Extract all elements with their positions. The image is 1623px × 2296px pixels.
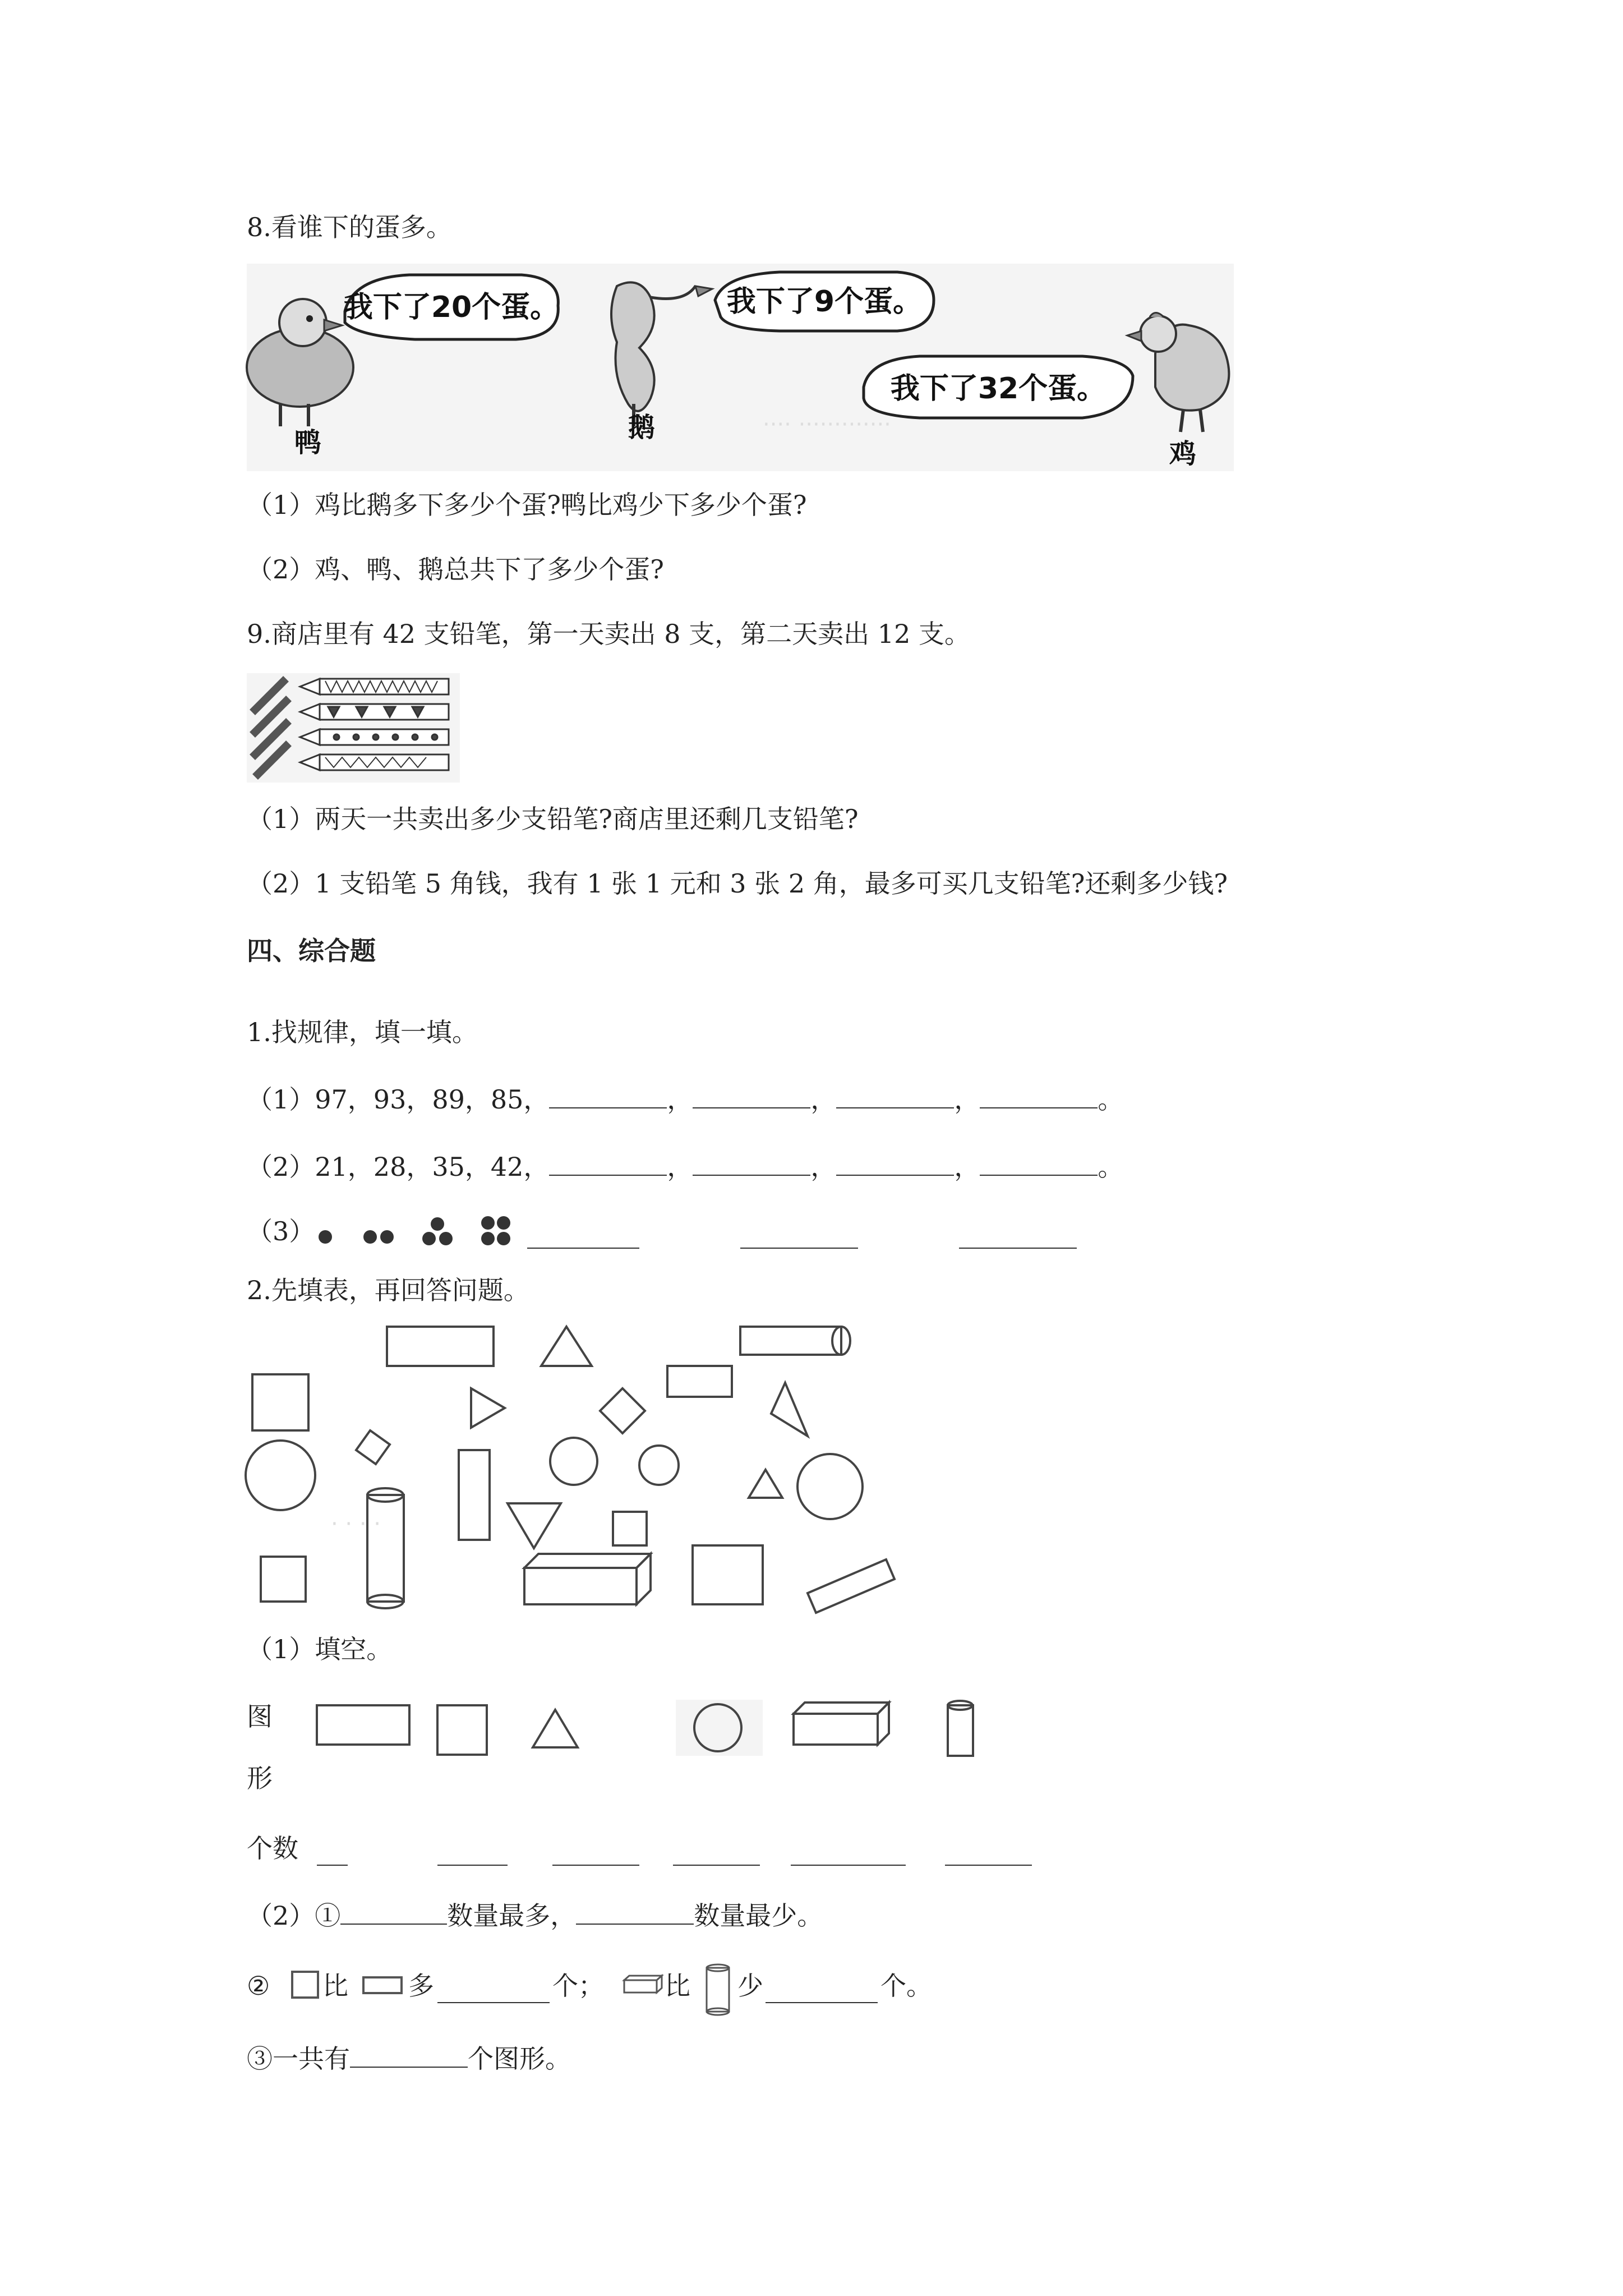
q9-sub2: （2）1 支铅笔 5 角钱，我有 1 张 1 元和 3 张 2 角，最多可买几支铅笔?还剩多少钱? (247, 868, 1228, 899)
triangle-header-icon (533, 1710, 578, 1747)
c1-row2-blank1[interactable] (549, 1150, 667, 1176)
dot-group-3-icon (422, 1217, 453, 1245)
square-shape (252, 1374, 308, 1430)
c1-row3-blank2[interactable] (740, 1223, 858, 1249)
rhombus-shape (356, 1430, 390, 1464)
rectangle-shape (808, 1559, 895, 1613)
c2-q2-c-prefix: ③一共有 (247, 2044, 350, 2074)
separator: ， (667, 1084, 693, 1115)
more-count-blank[interactable] (437, 1977, 550, 2003)
q9-sub1: （1）两天一共卖出多少支铅笔?商店里还剩几支铅笔? (247, 804, 859, 834)
rectangle-small-icon (362, 1975, 404, 1997)
separator: ， (667, 1152, 693, 1182)
circle-shape (797, 1454, 863, 1519)
c2-q2-a-prefix: （2）① (247, 1901, 341, 1931)
c2-q2-a-mid: 数量最多， (447, 1901, 577, 1931)
square-shape (693, 1545, 763, 1604)
duck-speech-bubble (344, 275, 559, 339)
c1-row2-blank4[interactable] (980, 1150, 1098, 1176)
c2-q2-b-shao: 少 (737, 1971, 763, 2001)
most-shape-blank[interactable] (340, 1899, 447, 1925)
c1-row1-prefix: （1）97，93，89，85， (247, 1084, 550, 1115)
q8-sub2: （2）鸡、鸭、鹅总共下了多少个蛋? (247, 554, 664, 585)
circle-shape (246, 1441, 315, 1510)
triangle-shape (471, 1388, 505, 1428)
count-blank-cylinder[interactable] (945, 1840, 1032, 1866)
c2-q2-c (247, 2042, 571, 2076)
least-shape-blank[interactable] (576, 1899, 694, 1925)
separator: ， (810, 1152, 837, 1182)
triangle-shape (749, 1470, 782, 1498)
cuboid-shape (524, 1554, 651, 1604)
separator: ， (810, 1084, 837, 1115)
square-small-icon (291, 1970, 320, 1999)
cuboid-header-icon (794, 1703, 889, 1745)
c1-row1-blank1[interactable] (549, 1083, 667, 1108)
c2-q2-a (247, 1899, 823, 1932)
end-mark: 。 (1098, 1152, 1124, 1182)
dot-group-4-icon (481, 1216, 510, 1245)
rectangle-shape (459, 1450, 490, 1540)
section-title: 四、综合题 (247, 936, 376, 966)
c2-title: 2.先填表，再回答问题。 (247, 1275, 529, 1305)
c1-title: 1.找规律，填一填。 (247, 1017, 478, 1047)
goose-label: 鹅 (628, 412, 656, 443)
square-shape (613, 1512, 647, 1545)
c2-q2-b-bi: 比 (322, 1971, 348, 2001)
count-blank-rectangle[interactable] (317, 1840, 348, 1866)
c2-q2-a-end: 数量最少。 (694, 1901, 823, 1931)
c2-q2-b-ge2: 个。 (880, 1971, 932, 2001)
rectangle-header-icon (317, 1705, 409, 1745)
cylinder-upright-shape (367, 1488, 404, 1608)
c2-q2-b-prefix: ② (247, 1971, 270, 2001)
c1-row3-prefix: （3） (247, 1216, 315, 1246)
c1-row1-blank4[interactable] (980, 1083, 1098, 1108)
c1-row3-blank1[interactable] (527, 1223, 639, 1249)
chicken-bubble-text: 我下了32个蛋。 (890, 372, 1106, 406)
q9-title: 9.商店里有 42 支铅笔，第一天卖出 8 支，第二天卖出 12 支。 (247, 619, 970, 649)
rectangle-shape (667, 1366, 732, 1397)
svg-text:···· ·············: ···· ············· (763, 412, 891, 438)
c1-row1 (247, 1083, 1123, 1116)
triangle-shape (541, 1327, 592, 1366)
circle-shape (550, 1438, 597, 1485)
q8-sub1: （1）鸡比鹅多下多少个蛋?鸭比鸡少下多少个蛋? (247, 490, 807, 520)
c1-row2-blank3[interactable] (836, 1150, 954, 1176)
square-header-icon (437, 1705, 487, 1755)
count-label: 个数 (247, 1833, 298, 1864)
count-blank-square[interactable] (437, 1840, 508, 1866)
triangle-shape (771, 1383, 808, 1436)
cylinder-small-icon (704, 1963, 732, 2017)
duck-label: 鸭 (294, 427, 322, 458)
fewer-count-blank[interactable] (766, 1977, 878, 2003)
c1-row2-prefix: （2）21，28，35，42， (247, 1152, 550, 1182)
duck-bubble-text: 我下了20个蛋。 (343, 291, 560, 324)
c1-row1-blank3[interactable] (836, 1083, 954, 1108)
separator: ， (954, 1152, 980, 1182)
c2-q2-b-duo: 多 (408, 1971, 434, 2001)
shapes-figure (241, 1318, 903, 1610)
table-label-1: 图 (247, 1701, 273, 1732)
c1-row2 (247, 1150, 1123, 1184)
c2-q2-b-ge1: 个； (552, 1971, 604, 2001)
goose-bubble-text: 我下了9个蛋。 (726, 285, 923, 319)
separator: ， (954, 1084, 980, 1115)
rectangle-shape (387, 1327, 494, 1366)
count-blank-cuboid[interactable] (791, 1840, 906, 1866)
cylinder-horizontal-shape (740, 1327, 850, 1355)
end-mark: 。 (1098, 1084, 1124, 1115)
cylinder-header-icon (948, 1701, 973, 1756)
dot-group-1-icon (319, 1230, 332, 1244)
q8-title: 8.看谁下的蛋多。 (247, 212, 452, 242)
circle-header-icon (676, 1700, 763, 1756)
total-count-blank[interactable] (350, 2042, 468, 2068)
square-shape (261, 1557, 306, 1602)
shape-header-row (314, 1694, 987, 1756)
chicken-label: 鸡 (1169, 438, 1197, 470)
pencils-illustration (247, 673, 460, 783)
chicken-speech-bubble (864, 356, 1133, 418)
count-blank-triangle[interactable] (552, 1840, 639, 1866)
dot-pattern (314, 1206, 527, 1251)
table-label-2: 形 (247, 1763, 273, 1793)
c1-row2-blank2[interactable] (693, 1150, 810, 1176)
svg-text:· · · ·: · · · · (331, 1511, 381, 1537)
egg-comparison-illustration (247, 264, 1234, 471)
c2-sub1: （1）填空。 (247, 1634, 393, 1664)
c1-row1-blank2[interactable] (693, 1083, 810, 1108)
rhombus-shape (600, 1388, 645, 1433)
cuboid-small-icon (623, 1973, 665, 1996)
c1-row3-blank3[interactable] (959, 1223, 1077, 1249)
goose-speech-bubble (715, 272, 934, 331)
triangle-shape (508, 1503, 561, 1548)
c2-q2-c-end: 个图形。 (468, 2044, 571, 2074)
circle-shape (639, 1446, 679, 1485)
dot-group-2-icon (363, 1230, 394, 1244)
c2-q2-b-bi2: 比 (665, 1971, 690, 2001)
count-blank-circle[interactable] (673, 1840, 760, 1866)
